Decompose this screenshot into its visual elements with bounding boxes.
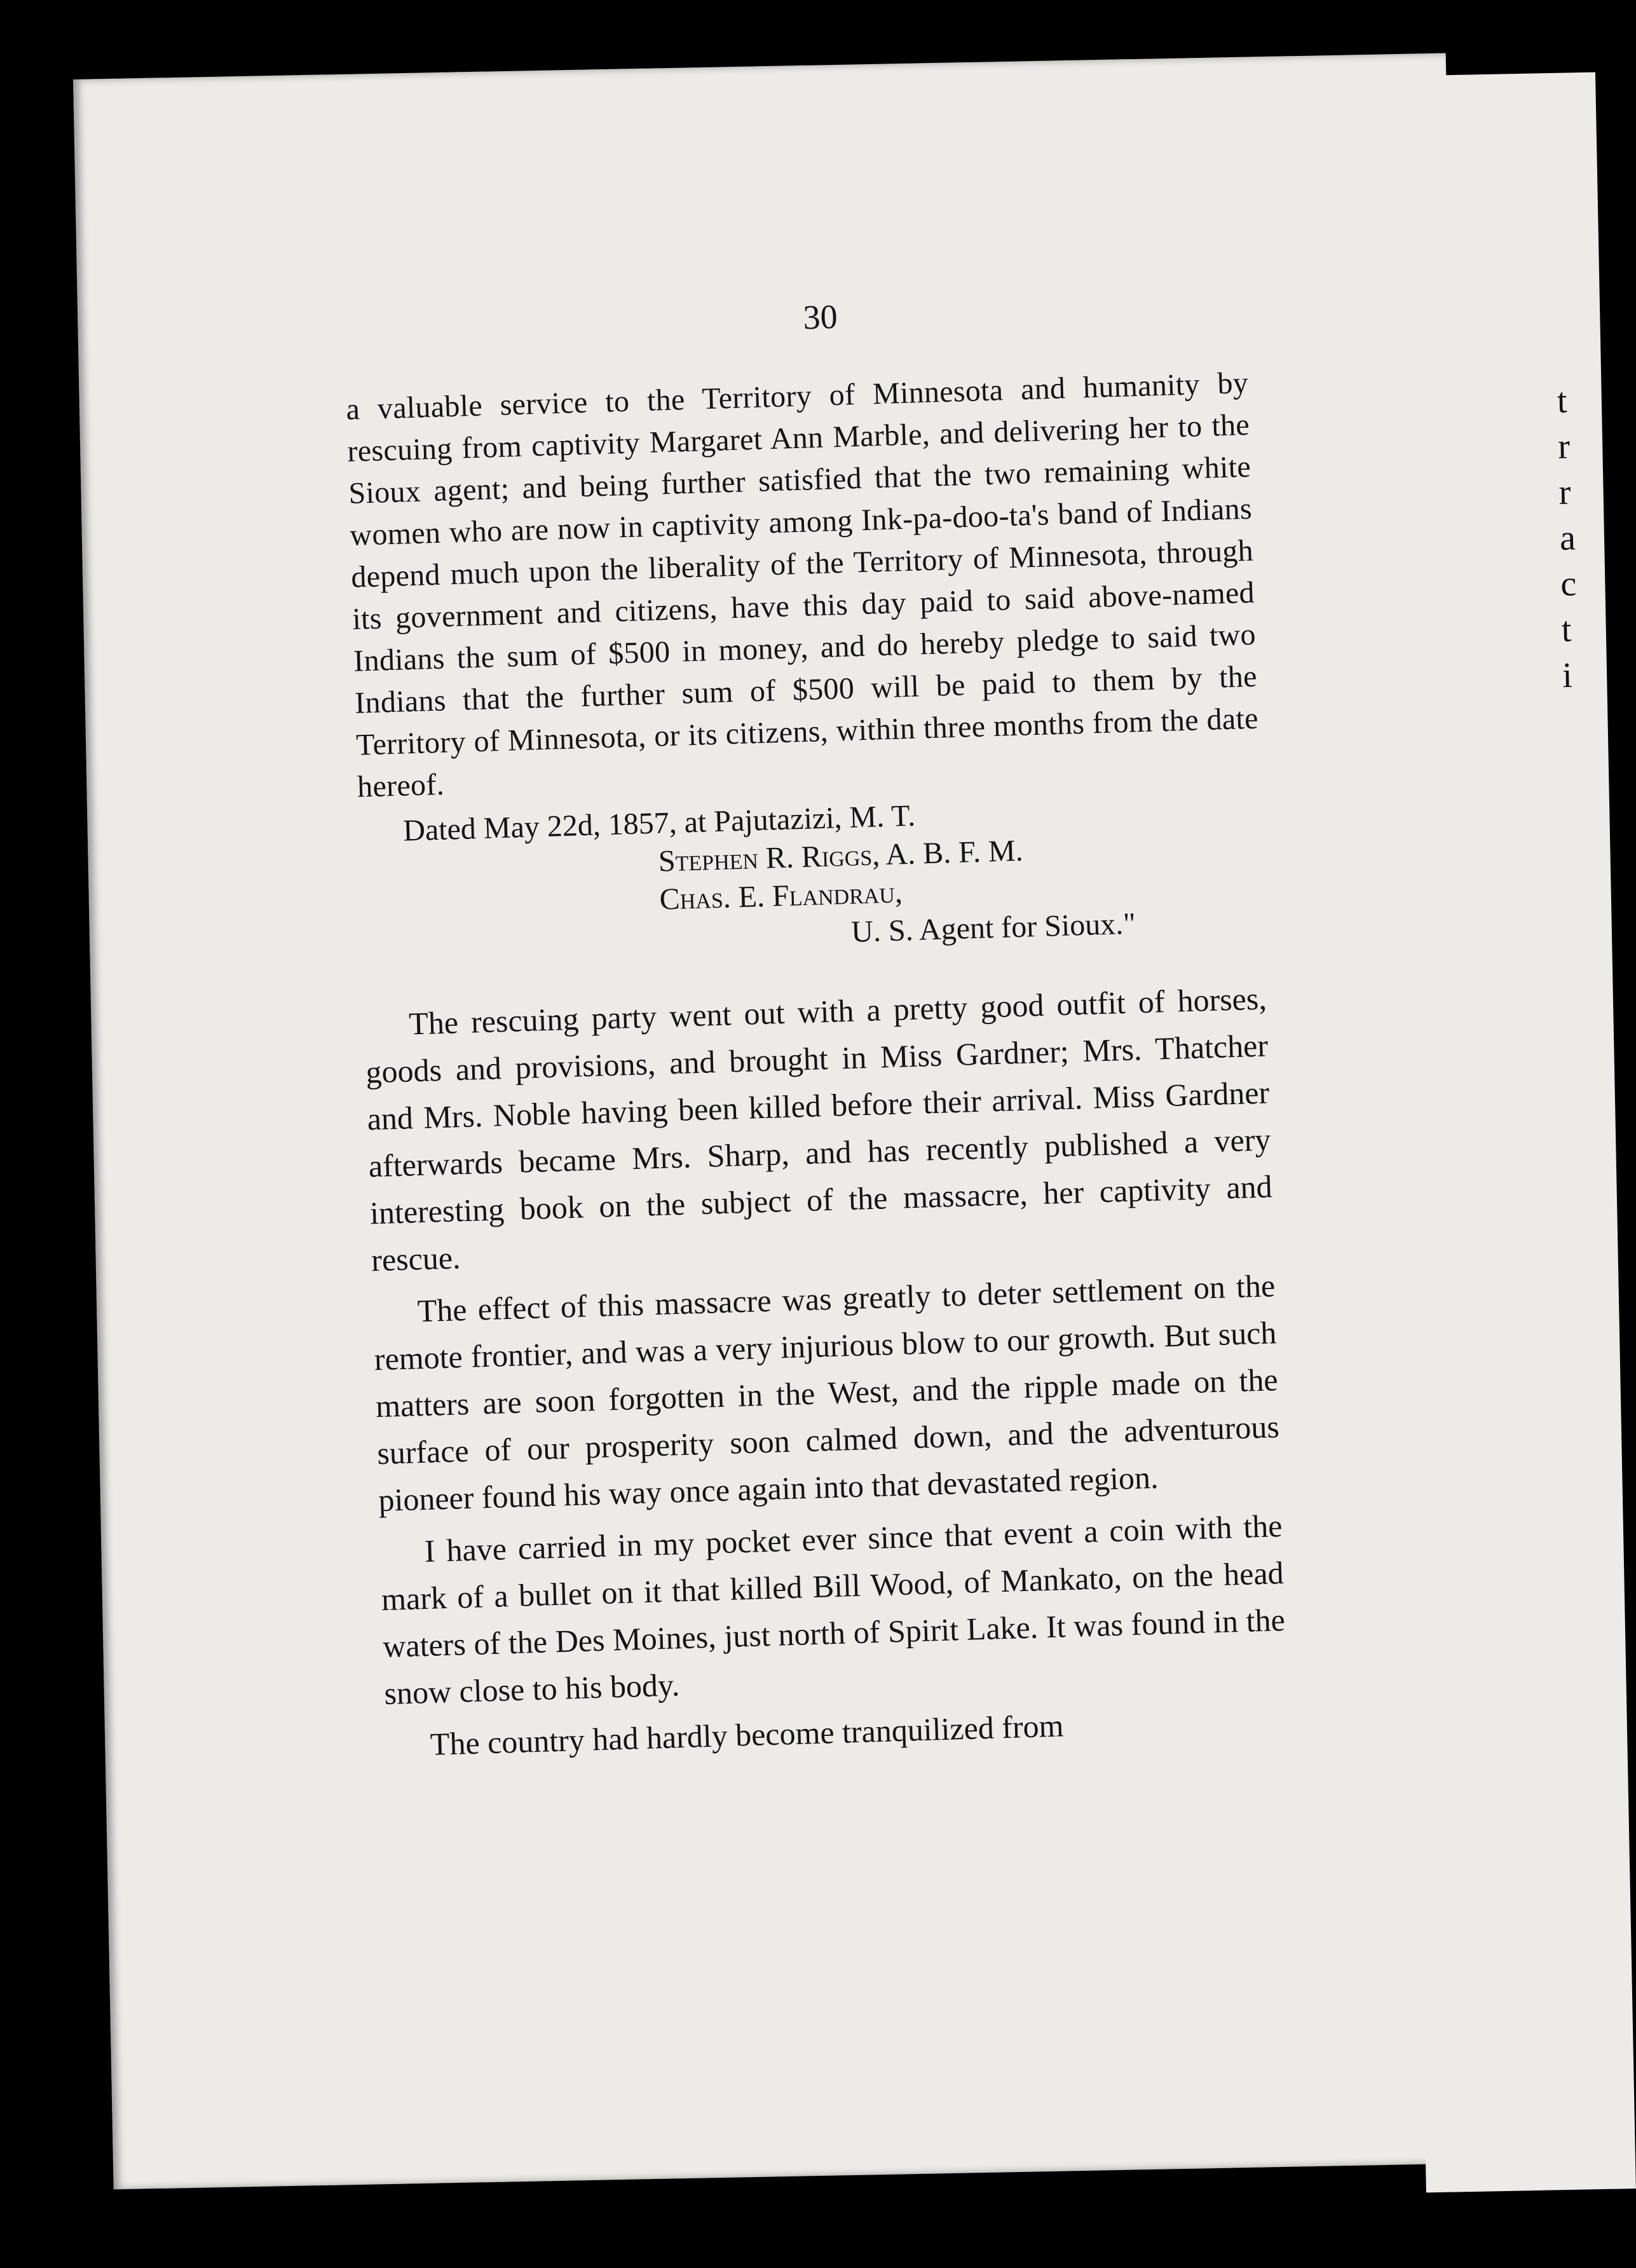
paragraph-continuation: The country had hardly become tranquilized from (430, 1707, 1065, 1762)
paragraph-effect: The effect of this massacre was greatly to deter settlement on the remote frontier, and was a very injurious blow to our growth. But such matters are soon forgotten in the West, and the ripple made on the surface of our prosperity soon calmed down, and the adventurous pioneer found his way once again into that devastated region. (374, 1267, 1280, 1519)
right-page (1386, 72, 1636, 2193)
page-text (343, 285, 1289, 1774)
facing-letter: r (1558, 472, 1571, 512)
signature-title: U. S. Agent for Sioux." (850, 906, 1136, 949)
facing-letter: i (1562, 655, 1573, 695)
paragraph-coin: I have carried in my pocket ever since that event a coin with the mark of a bullet on it that killed Bill Wood, of Mankato, on the head waters of the Des Moines, just north of Spirit Lake. It was found in the snow close to his body. (381, 1508, 1286, 1712)
facing-page-text-fragment (1557, 378, 1579, 698)
paragraph-rescue: The rescuing party went out with a pretty good outfit of horses, goods and provisions, and brought in Miss Gardner; Mrs. Thatcher and Mrs. Noble having been killed before their arrival. Miss Gardner afterwards became Mrs. Sharp, and has recently published a very interesting book on the subject of the massacre, her captivity and rescue. (365, 980, 1273, 1278)
facing-letter: t (1557, 381, 1568, 421)
signature-flandrau: Chas. E. Flandrau, (658, 875, 903, 917)
facing-letter: t (1561, 610, 1572, 650)
dated-line: Dated May 22d, 1857, at Pajutazizi, M. T. (402, 798, 916, 848)
signature-riggs: Stephen R. Riggs, A. B. F. M. (658, 833, 1024, 878)
facing-letter: r (1557, 427, 1571, 467)
facing-letter: c (1560, 564, 1577, 604)
opening-paragraph: a valuable service to the Territory of Minnesota and humanity by rescuing from captivity Margaret Ann Marble, and delivering her to the Sioux agent; and being further satisfied that the two remaining white women who are now in captivity among Ink-pa-doo-ta's band of Indians depend much upon the liberality of the Territory of Minnesota, through its government and citizens, have this day paid to said above-named Indians the sum of $500 in money, and do hereby pledge to said two Indians that the further sum of $500 will be paid to them by the Territory of Minnesota, or its citizens, within three months from the date hereof. (345, 365, 1259, 804)
facing-letter: a (1559, 518, 1576, 558)
page-number: 30 (802, 297, 838, 337)
